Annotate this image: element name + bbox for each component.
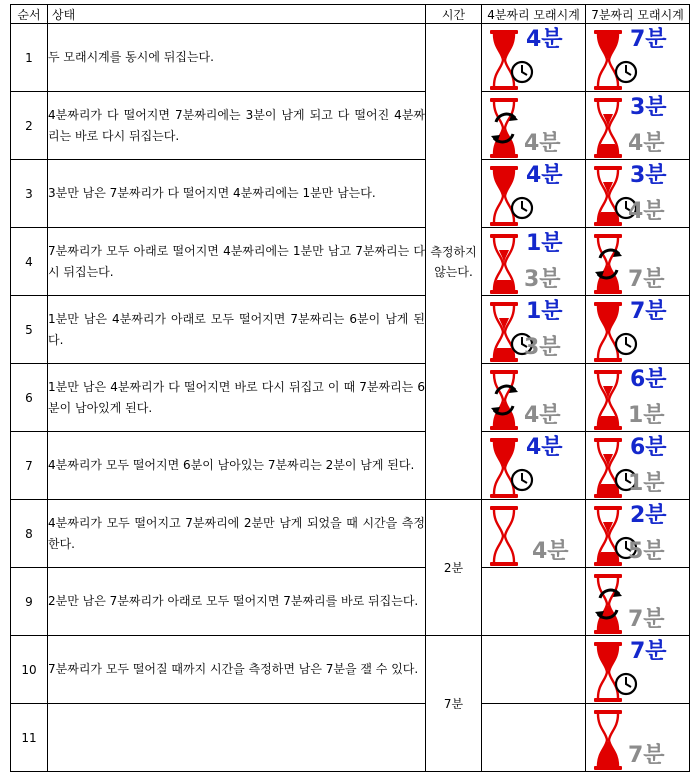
remaining-top-label: 3분 bbox=[630, 163, 667, 188]
fallen-bottom-label: 3분 bbox=[524, 267, 561, 292]
remaining-top-label: 7분 bbox=[630, 639, 667, 664]
fallen-bottom-label: 4분 bbox=[628, 131, 665, 156]
glass-7min-cell bbox=[586, 500, 690, 568]
row-order: 1 bbox=[11, 24, 48, 92]
clock-icon bbox=[616, 334, 636, 354]
table-row bbox=[11, 364, 690, 432]
table-row bbox=[11, 228, 690, 296]
glass-4min-cell bbox=[482, 228, 586, 296]
glass-4min-cell bbox=[482, 568, 586, 636]
row-state: 두 모래시계를 동시에 뒤집는다. bbox=[48, 24, 426, 92]
clock-icon bbox=[616, 674, 636, 694]
fallen-bottom-label: 4분 bbox=[532, 539, 569, 564]
fallen-bottom-label: 7분 bbox=[628, 743, 665, 768]
table-row bbox=[11, 500, 690, 568]
row-order: 5 bbox=[11, 296, 48, 364]
remaining-top-label: 1분 bbox=[526, 231, 563, 256]
row-order: 3 bbox=[11, 160, 48, 228]
row-order: 11 bbox=[11, 704, 48, 772]
glass-7min-cell bbox=[586, 364, 690, 432]
row-order: 10 bbox=[11, 636, 48, 704]
table-row bbox=[11, 24, 690, 92]
row-state: 1분만 남은 4분짜리가 다 떨어지면 바로 다시 뒤집고 이 때 7분짜리는 6분이 남아있게 된다. bbox=[48, 364, 426, 432]
remaining-top-label: 7분 bbox=[630, 299, 667, 324]
row-order: 7 bbox=[11, 432, 48, 500]
fallen-bottom-label: 4분 bbox=[628, 199, 665, 224]
row-state: 7분짜리가 모두 떨어질 때까지 시간을 측정하면 남은 7분을 잴 수 있다. bbox=[48, 636, 426, 704]
remaining-top-label: 6분 bbox=[630, 367, 667, 392]
fallen-bottom-label: 7분 bbox=[628, 607, 665, 632]
row-state: 4분짜리가 모두 떨어지고 7분짜리에 2분만 남게 되었을 때 시간을 측정한다. bbox=[48, 500, 426, 568]
clock-icon bbox=[616, 62, 636, 82]
row-order: 4 bbox=[11, 228, 48, 296]
glass-4min-cell bbox=[482, 92, 586, 160]
header-order: 순서 bbox=[11, 5, 48, 24]
row-order: 8 bbox=[11, 500, 48, 568]
remaining-top-label: 4분 bbox=[526, 435, 563, 460]
table-row bbox=[11, 296, 690, 364]
glass-4min-cell bbox=[482, 364, 586, 432]
glass-4min-cell bbox=[482, 500, 586, 568]
remaining-top-label: 7분 bbox=[630, 27, 667, 52]
header-7min-hourglass: 7분짜리 모래시계 bbox=[586, 5, 690, 24]
time-cell: 측정하지 않는다. bbox=[426, 24, 482, 500]
fallen-bottom-label: 1분 bbox=[628, 403, 665, 428]
table-row bbox=[11, 160, 690, 228]
glass-7min-cell bbox=[586, 296, 690, 364]
row-state: 1분만 남은 4분짜리가 아래로 모두 떨어지면 7분짜리는 6분이 남게 된다. bbox=[48, 296, 426, 364]
glass-7min-cell bbox=[586, 92, 690, 160]
glass-7min-cell bbox=[586, 636, 690, 704]
row-order: 6 bbox=[11, 364, 48, 432]
row-state: 2분만 남은 7분짜리가 아래로 모두 떨어지면 7분짜리를 바로 뒤집는다. bbox=[48, 568, 426, 636]
glass-7min-cell bbox=[586, 160, 690, 228]
glass-4min-cell bbox=[482, 636, 586, 704]
fallen-bottom-label: 4분 bbox=[524, 403, 561, 428]
remaining-top-label: 6분 bbox=[630, 435, 667, 460]
table-header-row bbox=[11, 5, 690, 24]
glass-4min-cell bbox=[482, 160, 586, 228]
table-row bbox=[11, 636, 690, 704]
clock-icon bbox=[512, 470, 532, 490]
time-cell: 7분 bbox=[426, 636, 482, 772]
fallen-bottom-label: 7분 bbox=[628, 267, 665, 292]
fallen-bottom-label: 1분 bbox=[628, 471, 665, 496]
clock-icon bbox=[512, 198, 532, 218]
header-time: 시간 bbox=[426, 5, 482, 24]
glass-7min-cell bbox=[586, 704, 690, 772]
header-state: 상태 bbox=[48, 5, 426, 24]
hourglass-puzzle-table bbox=[10, 4, 690, 772]
table-row bbox=[11, 568, 690, 636]
row-order: 9 bbox=[11, 568, 48, 636]
glass-7min-cell bbox=[586, 432, 690, 500]
fallen-bottom-label: 4분 bbox=[524, 131, 561, 156]
glass-7min-cell bbox=[586, 568, 690, 636]
glass-7min-cell bbox=[586, 24, 690, 92]
row-order: 2 bbox=[11, 92, 48, 160]
table-row bbox=[11, 92, 690, 160]
remaining-top-label: 4분 bbox=[526, 163, 563, 188]
time-cell: 2분 bbox=[426, 500, 482, 636]
row-state: 4분짜리가 모두 떨어지면 6분이 남아있는 7분짜리는 2분이 남게 된다. bbox=[48, 432, 426, 500]
row-state: 7분짜리가 모두 아래로 떨어지면 4분짜리에는 1분만 남고 7분짜리는 다시 뒤집는다. bbox=[48, 228, 426, 296]
clock-icon bbox=[512, 62, 532, 82]
table-row bbox=[11, 704, 690, 772]
row-state: 4분짜리가 다 떨어지면 7분짜리에는 3분이 남게 되고 다 떨어진 4분짜리는 바로 다시 뒤집는다. bbox=[48, 92, 426, 160]
glass-7min-cell bbox=[586, 228, 690, 296]
fallen-bottom-label: 3분 bbox=[524, 335, 561, 360]
glass-4min-cell bbox=[482, 296, 586, 364]
fallen-bottom-label: 5분 bbox=[628, 539, 665, 564]
row-state bbox=[48, 704, 426, 772]
header-4min-hourglass: 4분짜리 모래시계 bbox=[482, 5, 586, 24]
glass-4min-cell bbox=[482, 24, 586, 92]
glass-4min-cell bbox=[482, 704, 586, 772]
remaining-top-label: 1분 bbox=[526, 299, 563, 324]
hourglass-icon bbox=[488, 504, 536, 566]
remaining-top-label: 4분 bbox=[526, 27, 563, 52]
row-state: 3분만 남은 7분짜리가 다 떨어지면 4분짜리에는 1분만 남는다. bbox=[48, 160, 426, 228]
table-row bbox=[11, 432, 690, 500]
remaining-top-label: 3분 bbox=[630, 95, 667, 120]
glass-4min-cell bbox=[482, 432, 586, 500]
remaining-top-label: 2분 bbox=[630, 503, 667, 528]
